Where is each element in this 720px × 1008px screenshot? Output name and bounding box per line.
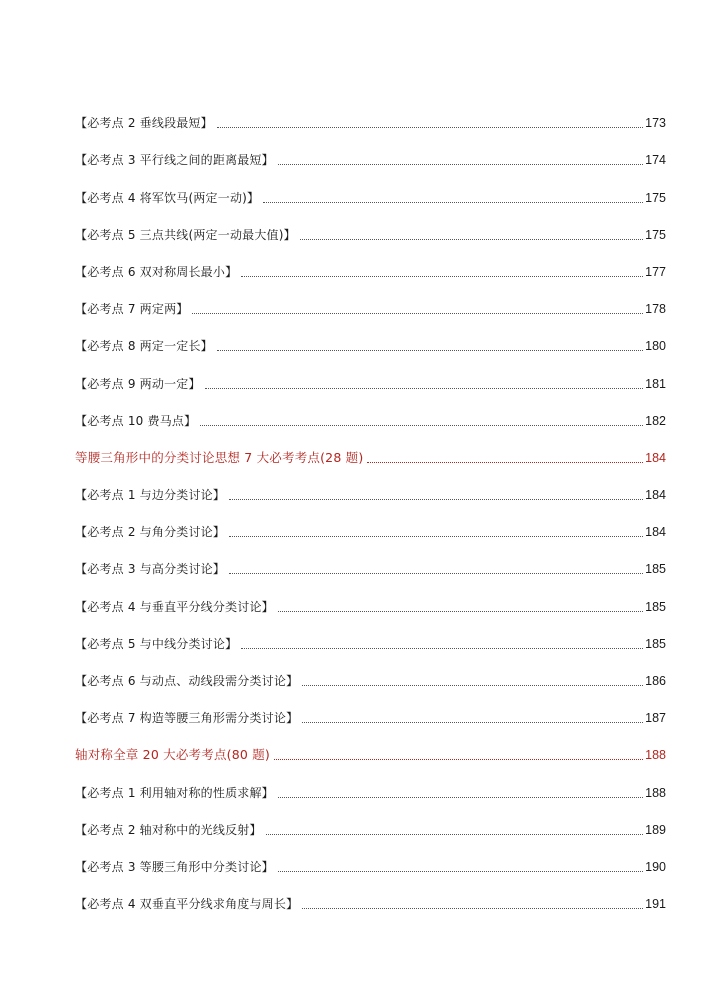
toc-entry[interactable]	[75, 474, 666, 511]
toc-entry-page: 175	[645, 190, 666, 205]
toc-section-page: 184	[645, 450, 666, 465]
toc-entry-page: 178	[645, 302, 666, 317]
toc-leader-dots	[241, 648, 643, 649]
toc-entry[interactable]	[75, 883, 666, 920]
toc-entry-page: 186	[645, 674, 666, 688]
toc-entry[interactable]	[75, 623, 666, 660]
toc-entry-title: 【必考点 4 双垂直平分线求角度与周长】	[75, 897, 299, 912]
toc-entry-page: 190	[645, 859, 666, 874]
toc-leader-dots	[229, 573, 643, 574]
toc-leader-dots	[205, 388, 643, 389]
toc-entry-page: 191	[645, 897, 666, 912]
toc-section-heading[interactable]	[75, 437, 666, 474]
toc-entry-title: 【必考点 9 两动一定】	[75, 376, 201, 391]
toc-leader-dots	[302, 908, 643, 909]
toc-leader-dots	[241, 276, 643, 277]
toc-entry[interactable]	[75, 176, 666, 213]
toc-entry-title: 【必考点 2 与角分类讨论】	[75, 525, 226, 540]
toc-entry-page: 180	[645, 339, 666, 354]
toc-leader-dots	[200, 425, 643, 426]
toc-entry-title: 【必考点 10 费马点】	[75, 413, 197, 428]
toc-entry-title: 【必考点 1 与边分类讨论】	[75, 488, 226, 503]
toc-entry[interactable]	[75, 771, 666, 808]
toc-section-page: 188	[645, 748, 666, 763]
toc-leader-dots	[302, 722, 643, 723]
toc-entry-page: 185	[645, 562, 666, 577]
toc-entry[interactable]	[75, 697, 666, 734]
toc-leader-dots	[217, 127, 643, 128]
toc-leader-dots	[278, 871, 643, 872]
toc-section-title: 轴对称全章 20 大必考考点(80 题)	[75, 747, 270, 763]
toc-entry-title: 【必考点 7 构造等腰三角形需分类讨论】	[75, 711, 299, 726]
toc-leader-dots	[300, 239, 643, 240]
toc-section-heading[interactable]	[75, 734, 666, 771]
toc-entry-title: 【必考点 1 利用轴对称的性质求解】	[75, 785, 274, 800]
toc-entry-title: 【必考点 4 与垂直平分线分类讨论】	[75, 599, 274, 614]
toc-entry-title: 【必考点 5 三点共线(两定一动最大值)】	[75, 227, 296, 242]
toc-entry-page: 184	[645, 525, 666, 540]
toc-entry-page: 175	[645, 227, 666, 242]
toc-entry[interactable]	[75, 102, 666, 139]
toc-entry-page: 185	[645, 636, 666, 651]
toc-entry-page: 184	[645, 488, 666, 503]
toc-leader-dots	[266, 834, 643, 835]
table-of-contents	[75, 102, 666, 920]
toc-entry[interactable]	[75, 288, 666, 325]
toc-leader-dots	[278, 611, 643, 612]
toc-leader-dots	[229, 536, 643, 537]
toc-entry-page: 187	[645, 711, 666, 726]
toc-entry-title: 【必考点 3 等腰三角形中分类讨论】	[75, 859, 274, 874]
toc-entry[interactable]	[75, 362, 666, 399]
toc-entry-page: 173	[645, 116, 666, 131]
toc-leader-dots	[217, 350, 643, 351]
toc-leader-dots	[192, 313, 643, 314]
toc-entry[interactable]	[75, 251, 666, 288]
toc-leader-dots	[263, 202, 643, 203]
toc-entry-title: 【必考点 3 与高分类讨论】	[75, 562, 226, 577]
toc-entry-page: 188	[645, 785, 666, 800]
toc-entry-title: 【必考点 6 与动点、动线段需分类讨论】	[75, 674, 299, 688]
toc-leader-dots	[278, 164, 643, 165]
toc-entry-title: 【必考点 7 两定两】	[75, 302, 189, 317]
toc-entry-page: 189	[645, 822, 666, 837]
toc-entry-page: 185	[645, 599, 666, 614]
toc-entry-page: 181	[645, 376, 666, 391]
toc-entry[interactable]	[75, 400, 666, 437]
toc-entry-title: 【必考点 2 垂线段最短】	[75, 116, 213, 131]
toc-entry-title: 【必考点 6 双对称周长最小】	[75, 264, 238, 279]
toc-leader-dots	[302, 685, 643, 686]
toc-entry[interactable]	[75, 511, 666, 548]
toc-entry-page: 182	[645, 413, 666, 428]
toc-entry-title: 【必考点 3 平行线之间的距离最短】	[75, 153, 274, 168]
toc-leader-dots	[278, 797, 643, 798]
toc-entry[interactable]	[75, 846, 666, 883]
toc-entry-title: 【必考点 2 轴对称中的光线反射】	[75, 822, 262, 837]
toc-entry-title: 【必考点 5 与中线分类讨论】	[75, 636, 238, 651]
toc-entry[interactable]	[75, 325, 666, 362]
toc-leader-dots	[274, 759, 643, 760]
toc-section-title: 等腰三角形中的分类讨论思想 7 大必考考点(28 题)	[75, 449, 364, 465]
toc-entry-page: 174	[645, 153, 666, 168]
toc-entry[interactable]	[75, 809, 666, 846]
toc-entry-title: 【必考点 4 将军饮马(两定一动)】	[75, 190, 260, 205]
toc-entry[interactable]	[75, 548, 666, 585]
toc-entry-page: 177	[645, 264, 666, 279]
toc-entry[interactable]	[75, 139, 666, 176]
toc-entry[interactable]	[75, 660, 666, 697]
toc-entry-title: 【必考点 8 两定一定长】	[75, 339, 213, 354]
toc-leader-dots	[229, 499, 643, 500]
toc-entry[interactable]	[75, 214, 666, 251]
toc-leader-dots	[367, 462, 643, 463]
toc-entry[interactable]	[75, 585, 666, 622]
